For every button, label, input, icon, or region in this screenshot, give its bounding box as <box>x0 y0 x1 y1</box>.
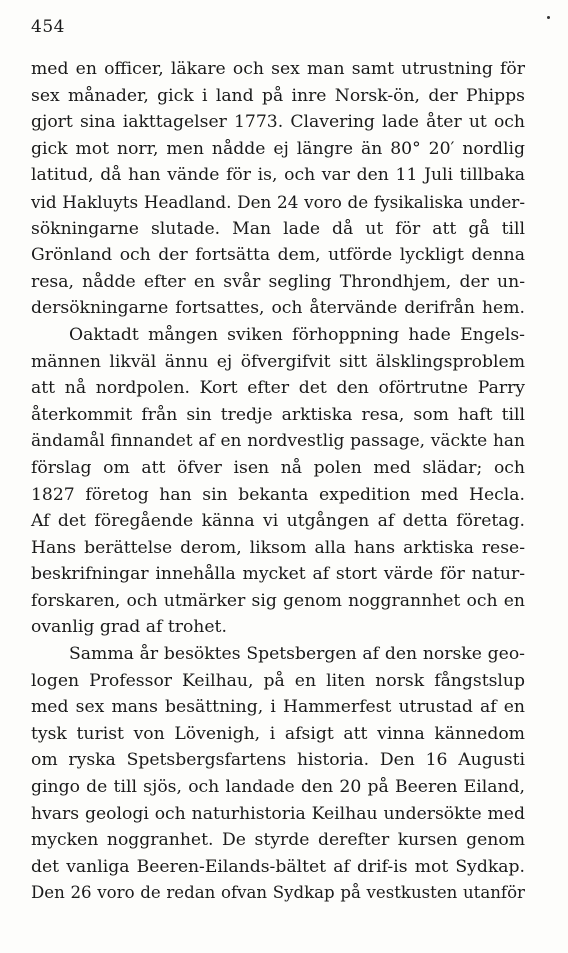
text-line: vid Hakluyts Headland. Den 24 voro de fysikaliska under- <box>31 191 525 212</box>
text-line: latitud, då han vände för is, och var den 11 Juli tillbaka <box>31 165 525 186</box>
text-line: logen Professor Keilhau, på en liten norsk fångstslup <box>31 670 525 691</box>
text-line: Af det föregående känna vi utgången af detta företag. <box>31 511 525 532</box>
text-line: 1827 företog han sin bekanta expedition med Hecla. <box>31 484 525 505</box>
text-line: med sex mans besättning, i Hammerfest utrustad af en <box>31 697 525 718</box>
text-line: Grönland och der fortsätta dem, utförde lyckligt denna <box>31 245 525 266</box>
text-line: Oaktadt mången sviken förhoppning hade Engels- <box>69 324 525 345</box>
text-line: återkommit från sin tredje arktiska resa, som haft till <box>31 404 525 425</box>
text-line: det vanliga Beeren-Eilands-bältet af drif-is mot Sydkap. <box>31 856 525 877</box>
text-line: mycken noggranhet. De styrde derefter kursen genom <box>31 830 525 851</box>
text-line: om ryska Spetsbergsfartens historia. Den 16 Augusti <box>31 750 525 771</box>
body-text <box>31 56 525 907</box>
paragraph-2 <box>31 322 525 641</box>
text-line: gingo de till sjös, och landade den 20 på Beeren Eiland, <box>31 777 525 798</box>
text-line: gick mot norr, men nådde ej längre än 80° 20′ nordlig <box>31 138 525 159</box>
text-line: Samma år besöktes Spetsbergen af den norske geo- <box>69 644 525 665</box>
text-line: ovanlig grad af trohet. <box>31 617 227 638</box>
text-line: hvars geologi och naturhistoria Keilhau undersökte med <box>31 803 525 824</box>
text-line: med en officer, läkare och sex man samt utrustning för <box>31 59 525 79</box>
text-line: ändamål finnandet af en nordvestlig passage, väckte han <box>31 431 525 452</box>
text-line: dersökningarne fortsattes, och återvände derifrån hem. <box>31 298 525 319</box>
text-line: resa, nådde efter en svår segling Throndhjem, der un- <box>31 271 525 292</box>
text-line: sökningarne slutade. Man lade då ut för att gå till <box>31 218 525 239</box>
text-line: att nå nordpolen. Kort efter det den oförtrutne Parry <box>31 378 525 399</box>
text-line: förslag om att öfver isen nå polen med slädar; och <box>31 457 525 478</box>
print-speck <box>547 16 550 19</box>
text-line: beskrifningar innehålla mycket af stort värde för natur- <box>31 564 525 585</box>
paragraph-3 <box>31 641 525 907</box>
text-line: männen likväl ännu ej öfvergifvit sitt älsklingsproblem <box>31 351 525 372</box>
text-line: gjort sina iakttagelser 1773. Clavering lade åter ut och <box>31 112 525 133</box>
text-line: Hans berättelse derom, liksom alla hans arktiska rese- <box>31 537 525 558</box>
text-line: forskaren, och utmärker sig genom noggrannhet och en <box>31 590 525 611</box>
text-line: tysk turist von Lövenigh, i afsigt att vinna kännedom <box>31 723 525 744</box>
text-line: sex månader, gick i land på inre Norsk-ön, der Phipps <box>31 85 525 106</box>
text-line: Den 26 voro de redan ofvan Sydkap på vestkusten utanför <box>31 883 525 903</box>
paragraph-1 <box>31 56 525 322</box>
page-number: 454 <box>31 17 65 37</box>
